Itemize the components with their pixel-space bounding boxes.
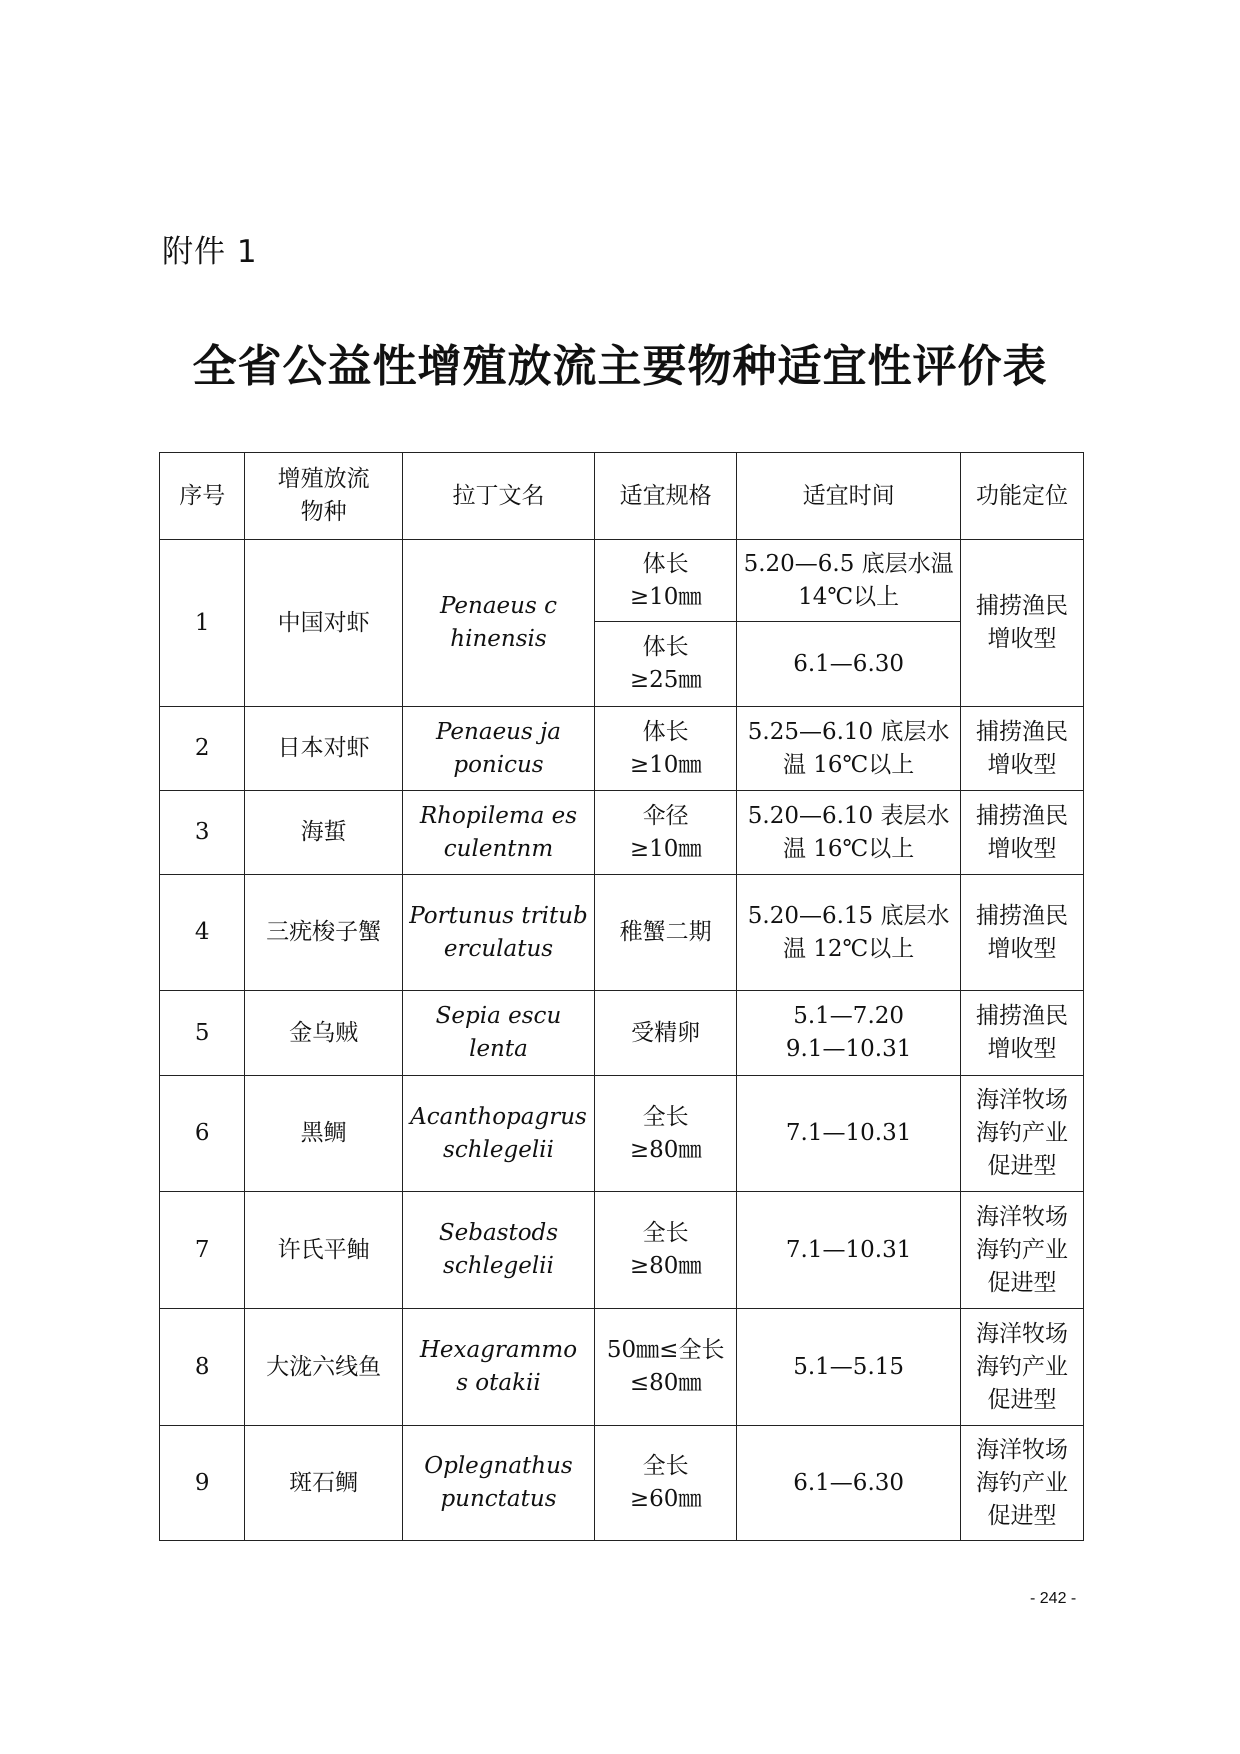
cell-spec: 受精卵 bbox=[595, 991, 737, 1076]
cell-latin: Penaeus chinensis bbox=[402, 540, 594, 707]
cell-latin: Sepia esculenta bbox=[402, 991, 594, 1076]
header-func: 功能定位 bbox=[960, 453, 1083, 540]
table-row bbox=[160, 1076, 1084, 1192]
cell-latin: Portunus trituberculatus bbox=[402, 875, 594, 991]
cell-func: 海洋牧场海钓产业促进型 bbox=[960, 1192, 1083, 1309]
cell-time: 5.1—5.15 bbox=[737, 1309, 961, 1426]
cell-species: 三疣梭子蟹 bbox=[245, 875, 403, 991]
cell-latin: Oplegnathus punctatus bbox=[402, 1426, 594, 1541]
cell-latin: Rhopilema esculentnm bbox=[402, 791, 594, 875]
cell-species: 黑鲷 bbox=[245, 1076, 403, 1192]
cell-time: 5.20—6.10 表层水温 16℃以上 bbox=[737, 791, 961, 875]
cell-func: 捕捞渔民增收型 bbox=[960, 707, 1083, 791]
cell-species: 海蜇 bbox=[245, 791, 403, 875]
cell-no: 3 bbox=[160, 791, 245, 875]
cell-species: 许氏平鲉 bbox=[245, 1192, 403, 1309]
cell-func: 捕捞渔民增收型 bbox=[960, 875, 1083, 991]
cell-spec: 全长≥80㎜ bbox=[595, 1076, 737, 1192]
cell-time: 6.1—6.30 bbox=[737, 622, 961, 707]
cell-no: 4 bbox=[160, 875, 245, 991]
cell-spec: 体长≥25㎜ bbox=[595, 622, 737, 707]
cell-time: 7.1—10.31 bbox=[737, 1076, 961, 1192]
attachment-label: 附件 1 bbox=[162, 234, 258, 270]
table-row bbox=[160, 1309, 1084, 1426]
cell-no: 8 bbox=[160, 1309, 245, 1426]
table-row bbox=[160, 875, 1084, 991]
cell-no: 6 bbox=[160, 1076, 245, 1192]
evaluation-table bbox=[159, 452, 1084, 1541]
cell-spec: 体长≥10㎜ bbox=[595, 540, 737, 622]
cell-time: 5.1—7.20 9.1—10.31 bbox=[737, 991, 961, 1076]
page-number: - 242 - bbox=[1030, 1590, 1077, 1607]
cell-time: 5.20—6.15 底层水温 12℃以上 bbox=[737, 875, 961, 991]
cell-spec: 50㎜≤全长≤80㎜ bbox=[595, 1309, 737, 1426]
cell-func: 海洋牧场海钓产业促进型 bbox=[960, 1426, 1083, 1541]
cell-time: 7.1—10.31 bbox=[737, 1192, 961, 1309]
header-time: 适宜时间 bbox=[737, 453, 961, 540]
cell-spec: 体长≥10㎜ bbox=[595, 707, 737, 791]
cell-latin: Penaeus japonicus bbox=[402, 707, 594, 791]
cell-time: 5.25—6.10 底层水温 16℃以上 bbox=[737, 707, 961, 791]
cell-time: 5.20—6.5 底层水温 14℃以上 bbox=[737, 540, 961, 622]
cell-spec: 全长≥80㎜ bbox=[595, 1192, 737, 1309]
cell-no: 5 bbox=[160, 991, 245, 1076]
cell-spec: 稚蟹二期 bbox=[595, 875, 737, 991]
cell-func: 捕捞渔民增收型 bbox=[960, 991, 1083, 1076]
table-row bbox=[160, 791, 1084, 875]
cell-species: 金乌贼 bbox=[245, 991, 403, 1076]
table-row bbox=[160, 1192, 1084, 1309]
cell-species: 中国对虾 bbox=[245, 540, 403, 707]
header-no: 序号 bbox=[160, 453, 245, 540]
cell-func: 捕捞渔民增收型 bbox=[960, 540, 1083, 707]
cell-time: 6.1—6.30 bbox=[737, 1426, 961, 1541]
cell-latin: Acanthopagrus schlegelii bbox=[402, 1076, 594, 1192]
header-spec: 适宜规格 bbox=[595, 453, 737, 540]
cell-species: 日本对虾 bbox=[245, 707, 403, 791]
cell-no: 1 bbox=[160, 540, 245, 707]
cell-func: 海洋牧场海钓产业促进型 bbox=[960, 1309, 1083, 1426]
cell-latin: Hexagrammos otakii bbox=[402, 1309, 594, 1426]
cell-no: 7 bbox=[160, 1192, 245, 1309]
table-row bbox=[160, 991, 1084, 1076]
cell-no: 2 bbox=[160, 707, 245, 791]
cell-func: 捕捞渔民增收型 bbox=[960, 791, 1083, 875]
table-row bbox=[160, 707, 1084, 791]
header-species: 增殖放流物种 bbox=[245, 453, 403, 540]
header-latin: 拉丁文名 bbox=[402, 453, 594, 540]
table-header-row bbox=[160, 453, 1084, 540]
cell-func: 海洋牧场海钓产业促进型 bbox=[960, 1076, 1083, 1192]
cell-species: 大泷六线鱼 bbox=[245, 1309, 403, 1426]
cell-no: 9 bbox=[160, 1426, 245, 1541]
cell-latin: Sebastods schlegelii bbox=[402, 1192, 594, 1309]
document-title: 全省公益性增殖放流主要物种适宜性评价表 bbox=[192, 341, 1048, 392]
cell-species: 斑石鲷 bbox=[245, 1426, 403, 1541]
cell-spec: 全长≥60㎜ bbox=[595, 1426, 737, 1541]
table-row bbox=[160, 540, 1084, 622]
cell-spec: 伞径≥10㎜ bbox=[595, 791, 737, 875]
table-row bbox=[160, 1426, 1084, 1541]
